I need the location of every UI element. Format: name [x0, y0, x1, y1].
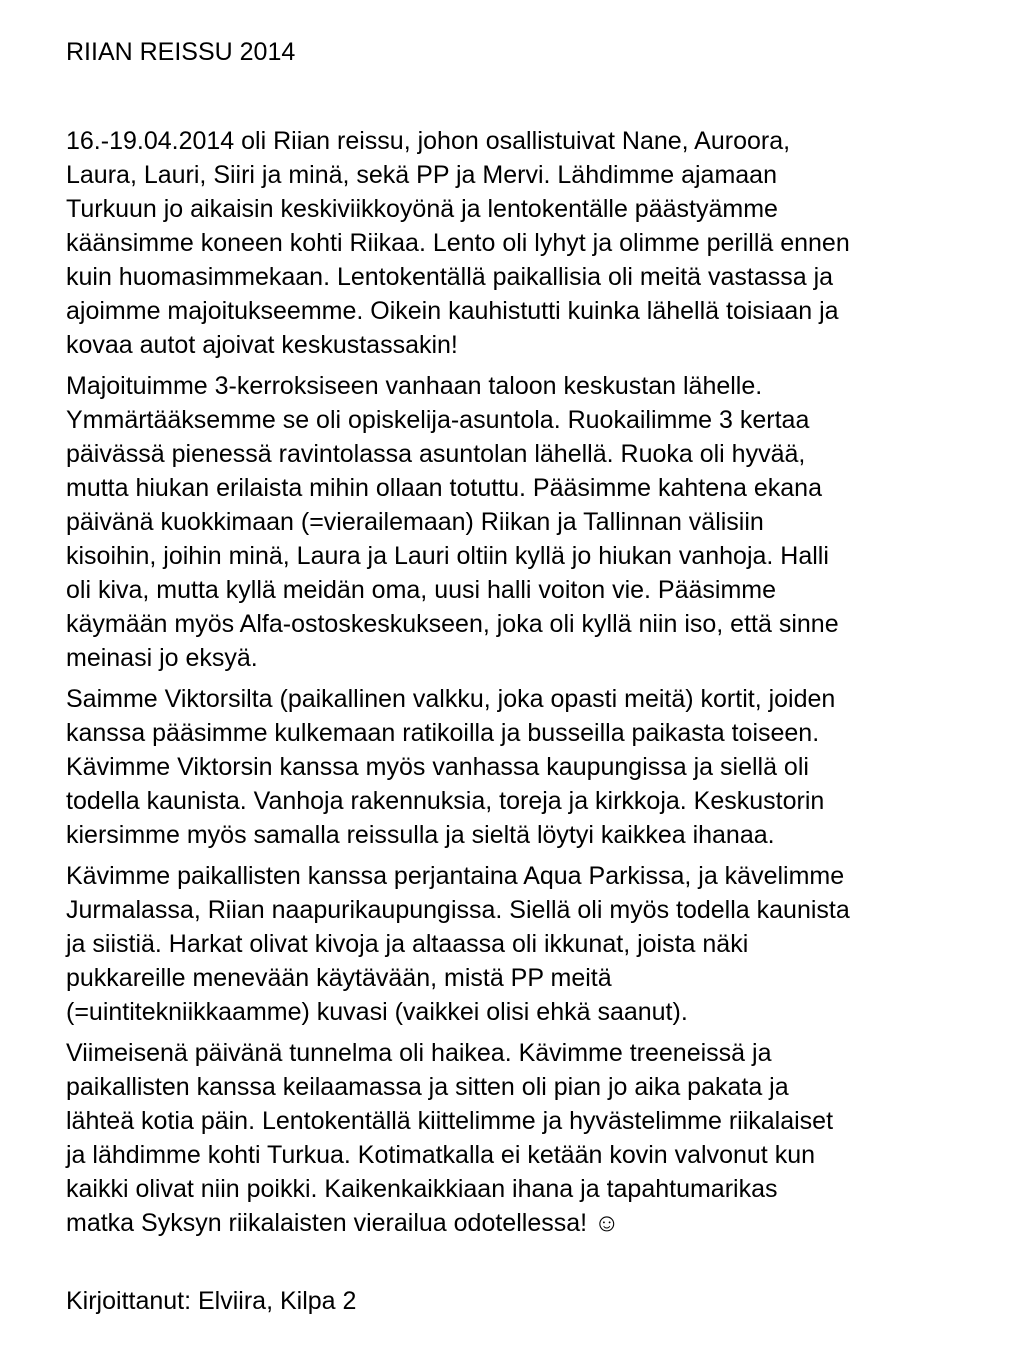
paragraph-line: 16.-19.04.2014 oli Riian reissu, johon osallistuivat Nane, Auroora, [66, 127, 791, 155]
paragraph-line: käänsimme koneen kohti Riikaa. Lento oli lyhyt ja olimme perillä ennen [66, 229, 850, 257]
paragraph-line: Turkuun jo aikaisin keskiviikkoyönä ja lentokentälle päästyämme [66, 195, 778, 223]
paragraph-3 [66, 682, 966, 852]
paragraph-line: ja siistiä. Harkat olivat kivoja ja altaassa oli ikkunat, joista näki [66, 930, 749, 958]
paragraph-line: päivänä kuokkimaan (=vierailemaan) Riikan ja Tallinnan välisiin [66, 508, 764, 536]
paragraph-line: päivässä pienessä ravintolassa asuntolan lähellä. Ruoka oli hyvää, [66, 440, 806, 468]
paragraph-line: (=uintitekniikkaamme) kuvasi (vaikkei olisi ehkä saanut). [66, 998, 688, 1026]
paragraph-line: pukkareille menevään käytävään, mistä PP meitä [66, 964, 612, 992]
paragraph-line: Majoituimme 3-kerroksiseen vanhaan taloon keskustan lähelle. [66, 372, 763, 400]
paragraph-line: kaikki olivat niin poikki. Kaikenkaikkiaan ihana ja tapahtumarikas [66, 1175, 778, 1203]
paragraph-line: kisoihin, joihin minä, Laura ja Lauri oltiin kyllä jo hiukan vanhoja. Halli [66, 542, 829, 570]
paragraph-line: matka Syksyn riikalaisten vierailua odotellessa! ☺ [66, 1209, 620, 1237]
document-title: RIIAN REISSU 2014 [66, 38, 296, 66]
paragraph-line: Jurmalassa, Riian naapurikaupungissa. Siellä oli myös todella kaunista [66, 896, 850, 924]
paragraph-line: meinasi jo eksyä. [66, 644, 258, 672]
paragraph-line: Saimme Viktorsilta (paikallinen valkku, joka opasti meitä) kortit, joiden [66, 685, 836, 713]
paragraph-line: Kävimme paikallisten kanssa perjantaina Aqua Parkissa, ja kävelimme [66, 862, 845, 890]
paragraph-1 [66, 124, 966, 362]
paragraph-line: lähteä kotia päin. Lentokentällä kiittelimme ja hyvästelimme riikalaiset [66, 1107, 834, 1135]
document-page [66, 36, 966, 1318]
paragraph-line: ajoimme majoitukseemme. Oikein kauhistutti kuinka lähellä toisiaan ja [66, 297, 839, 325]
paragraph-line: kiersimme myös samalla reissulla ja sieltä löytyi kaikkea ihanaa. [66, 821, 775, 849]
paragraph-line: Ymmärtääksemme se oli opiskelija-asuntola. Ruokailimme 3 kertaa [66, 406, 810, 434]
paragraph-line: oli kiva, mutta kyllä meidän oma, uusi halli voiton vie. Pääsimme [66, 576, 777, 604]
paragraph-line: mutta hiukan erilaista mihin ollaan totuttu. Pääsimme kahtena ekana [66, 474, 822, 502]
paragraph-4 [66, 859, 966, 1029]
paragraph-line: käymään myös Alfa-ostoskeskukseen, joka oli kyllä niin iso, että sinne [66, 610, 839, 638]
paragraph-2 [66, 369, 966, 675]
paragraph-line: todella kaunista. Vanhoja rakennuksia, toreja ja kirkkoja. Keskustorin [66, 787, 825, 815]
author-signature: Kirjoittanut: Elviira, Kilpa 2 [66, 1287, 357, 1315]
paragraph-line: Viimeisenä päivänä tunnelma oli haikea. Kävimme treeneissä ja [66, 1039, 772, 1067]
paragraph-5 [66, 1036, 966, 1240]
paragraph-line: kanssa pääsimme kulkemaan ratikoilla ja busseilla paikasta toiseen. [66, 719, 820, 747]
paragraph-line: Kävimme Viktorsin kanssa myös vanhassa kaupungissa ja siellä oli [66, 753, 809, 781]
paragraph-line: Laura, Lauri, Siiri ja minä, sekä PP ja Mervi. Lähdimme ajamaan [66, 161, 777, 189]
paragraph-line: kovaa autot ajoivat keskustassakin! [66, 331, 458, 359]
paragraph-line: kuin huomasimmekaan. Lentokentällä paikallisia oli meitä vastassa ja [66, 263, 834, 291]
paragraph-line: ja lähdimme kohti Turkua. Kotimatkalla ei ketään kovin valvonut kun [66, 1141, 815, 1169]
paragraph-line: paikallisten kanssa keilaamassa ja sitten oli pian jo aika pakata ja [66, 1073, 789, 1101]
